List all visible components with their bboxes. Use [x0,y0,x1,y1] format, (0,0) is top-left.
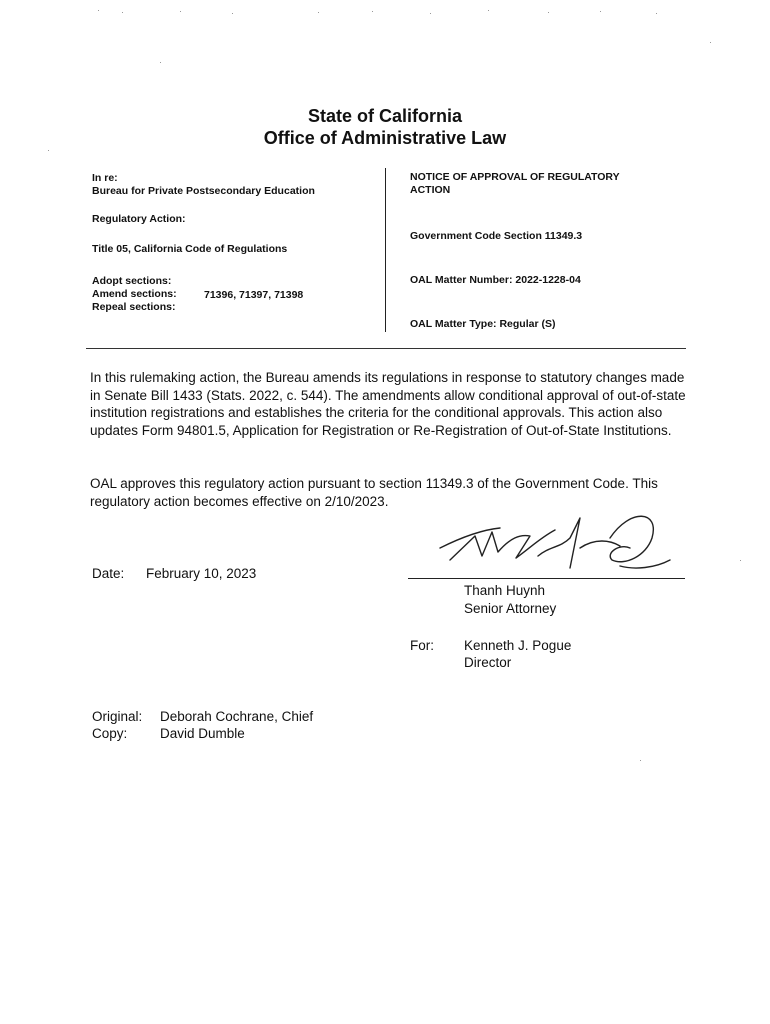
header-divider [86,348,686,349]
original-recipient: Deborah Cochrane, Chief [160,709,314,724]
amend-sections-label: Amend sections: [92,288,177,300]
government-code-section: Government Code Section 11349.3 [410,230,583,242]
adopt-sections-label: Adopt sections: [92,275,172,287]
date-label: Date: [92,566,125,581]
signature-line [408,578,685,579]
notice-title-line2: ACTION [410,184,451,196]
agency-name: Bureau for Private Postsecondary Education [92,185,315,197]
amend-sections-values: 71396, 71397, 71398 [204,289,304,301]
header-state: State of California [307,106,463,126]
director-name: Kenneth J. Pogue [464,638,572,653]
handwritten-signature [420,508,680,578]
for-label: For: [410,638,435,653]
signer-title: Senior Attorney [464,601,557,616]
signer-name: Thanh Huynh [464,583,546,598]
copy-recipient: David Dumble [160,726,245,741]
column-divider [385,168,386,332]
copy-label: Copy: [92,726,128,741]
title-reference: Title 05, California Code of Regulations [92,243,288,255]
body-paragraph-2: OAL approves this regulatory action pursuant to section 11349.3 of the Government Code. This regulatory action becomes effective on 2/10/2023. [90,476,658,509]
director-title: Director [464,655,512,670]
regulatory-action-label: Regulatory Action: [92,213,186,225]
original-label: Original: [92,709,143,724]
notice-title-line1: NOTICE OF APPROVAL OF REGULATORY [410,171,620,183]
body-paragraph-1: In this rulemaking action, the Bureau amends its regulations in response to statutory changes made in Senate Bill 1433 (Stats. 2022, c. 544). The amendments allow conditional approval of out-of-state institution registrations and establishes the criteria for the conditional approvals. This action also updates Form 94801.5, Application for Registration or Re-Registration of Out-of-State Institutions. [90,370,686,438]
oal-matter-number: OAL Matter Number: 2022-1228-04 [410,274,581,286]
oal-matter-type: OAL Matter Type: Regular (S) [410,318,556,330]
in-re-label: In re: [92,172,118,184]
repeal-sections-label: Repeal sections: [92,301,176,313]
header-office: Office of Administrative Law [263,128,507,148]
date-value: February 10, 2023 [146,566,257,581]
